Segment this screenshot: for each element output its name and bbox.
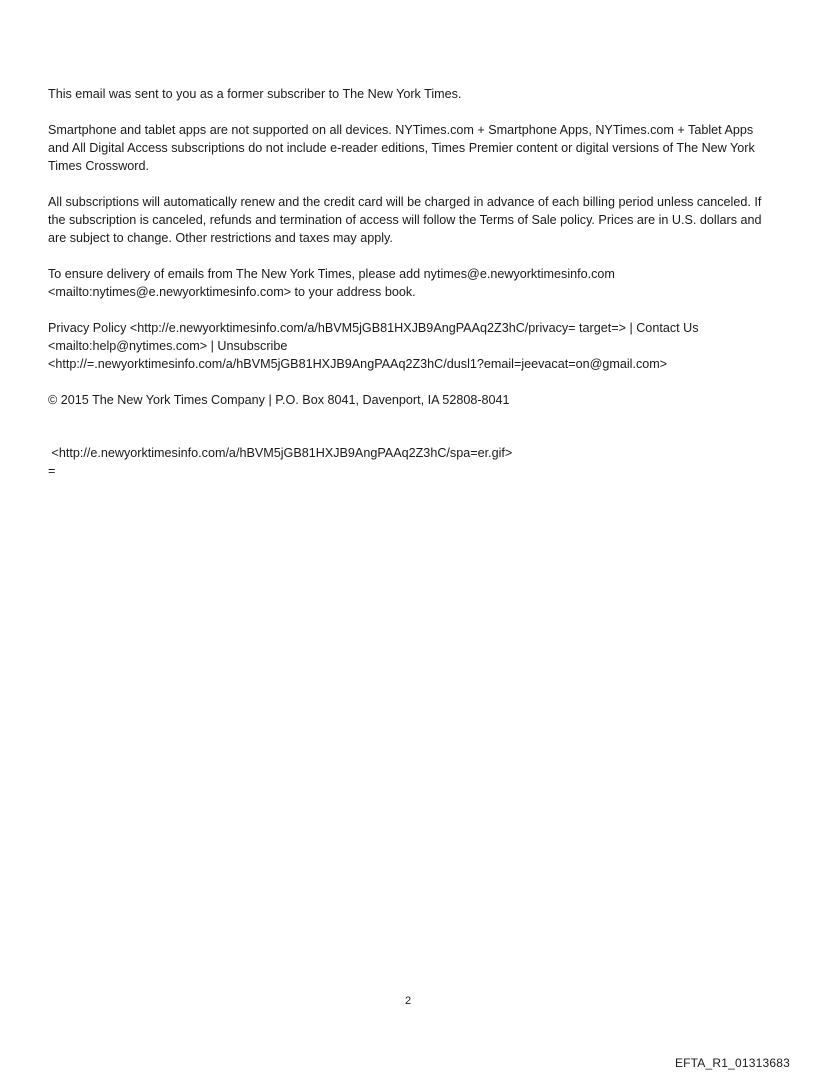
former-subscriber-notice: This email was sent to you as a former subscriber to The New York Times. (48, 87, 462, 101)
delivery-notice (48, 265, 770, 301)
footer-links (48, 319, 770, 373)
email-footer-body (48, 85, 770, 427)
privacy-contact-link[interactable]: Privacy Policy <http://e.newyorktimesinfo.com/a/hBVM5jGB81HXJB9AngPAAq2Z3hC/privacy= target=> | Contact Us (48, 321, 699, 335)
delivery-notice-line-1: To ensure delivery of emails from The New York Times, please add nytimes@e.newyorktimesinfo.com (48, 267, 615, 281)
page-number: 2 (404, 995, 412, 1007)
renewal-notice: All subscriptions will automatically renew and the credit card will be charged in advance of each billing period unless canceled. If the subscription is canceled, refunds and termination of access will follow the Terms of Sale policy. Prices are in U.S. dollars and are subject to change. Other restrictions and taxes may apply. (48, 195, 762, 245)
bates-stamp: EFTA_R1_01313683 (674, 1056, 790, 1070)
copyright-line: © 2015 The New York Times Company | P.O. Box 8041, Davenport, IA 52808-8041 (48, 393, 510, 407)
apps-notice: Smartphone and tablet apps are not supported on all devices. NYTimes.com + Smartphone Apps, NYTimes.com + Tablet Apps and All Digital Access subscriptions do not include e-reader editions, Times Premier content or digital versions of The New York Times Crossword. (48, 123, 755, 173)
tracking-trailing-char: = (48, 464, 56, 478)
tracking-pixel-block (48, 444, 770, 480)
add-address-mailto-link[interactable]: <mailto:nytimes@e.newyorktimesinfo.com> to your address book. (48, 285, 416, 299)
unsubscribe-url-link[interactable]: <http://=.newyorktimesinfo.com/a/hBVM5jGB81HXJB9AngPAAq2Z3hC/dusl1?email=jeevacat=on@gmail.com> (48, 357, 668, 371)
help-unsubscribe-link[interactable]: <mailto:help@nytimes.com> | Unsubscribe (48, 339, 288, 353)
tracking-pixel-link[interactable]: <http://e.newyorktimesinfo.com/a/hBVM5jGB81HXJB9AngPAAq2Z3hC/spa=er.gif> (48, 446, 513, 460)
